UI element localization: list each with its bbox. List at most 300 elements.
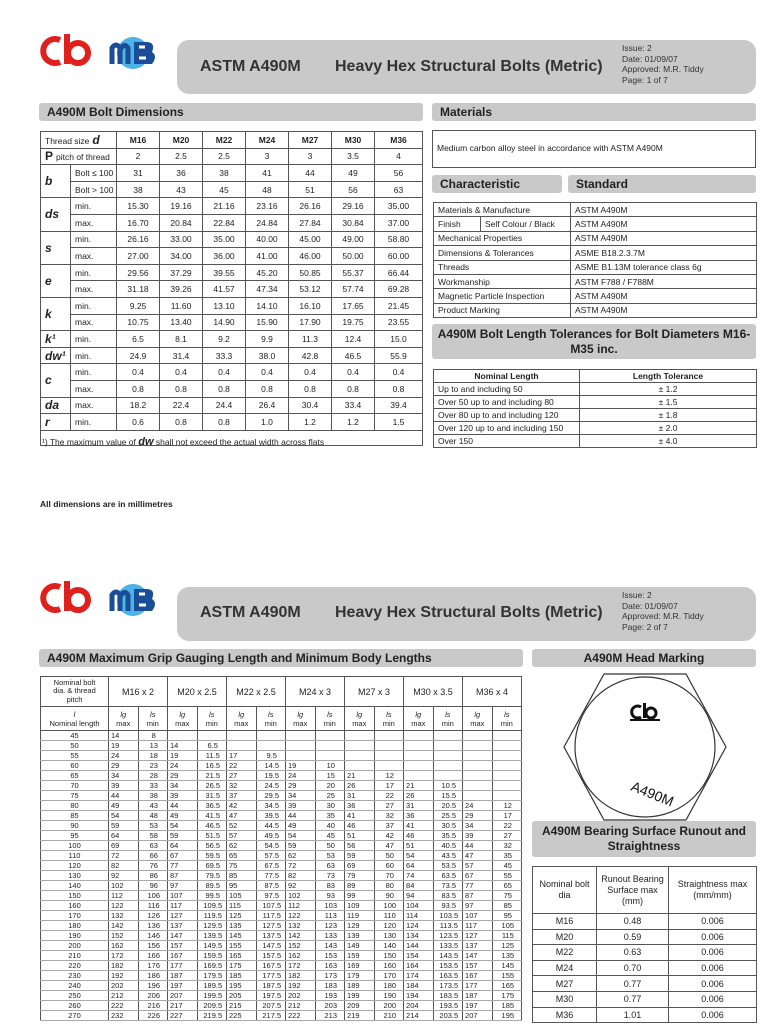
runout-value: M30	[533, 991, 597, 1007]
dim-value: 0.4	[160, 364, 203, 381]
runout-value: 0.006	[669, 945, 757, 961]
runout-row	[533, 976, 757, 992]
grip-value: 103.5	[433, 911, 463, 921]
grip-value: 157.5	[256, 951, 286, 961]
dim-sub-label: Bolt > 100	[71, 181, 117, 198]
grip-length: 80	[41, 801, 109, 811]
materials-heading: Materials	[432, 103, 756, 121]
grip-value: 62	[286, 851, 316, 861]
grip-value: 22	[492, 821, 522, 831]
grip-row	[41, 921, 522, 931]
grip-value: 51	[404, 841, 434, 851]
char-label: Materials & Manufacture	[434, 203, 571, 217]
grip-value: 19.5	[256, 771, 286, 781]
dim-sub-label: max.	[71, 248, 117, 265]
grip-value: 76	[138, 861, 168, 871]
pitch-label: pitch of thread	[56, 152, 110, 163]
dim-sub-label: min.	[71, 231, 117, 248]
char-row	[434, 203, 757, 217]
grip-value: 180	[374, 981, 404, 991]
runout-col-header: Straightness max (mm/mm)	[669, 867, 757, 914]
grip-value: 177	[463, 981, 493, 991]
grip-value: 53	[315, 851, 345, 861]
dim-value: 26.16	[117, 231, 160, 248]
grip-value: 57	[227, 831, 257, 841]
grip-value: 18	[138, 751, 168, 761]
dim-symbol: dw¹	[41, 347, 71, 364]
dim-value: 1.2	[289, 414, 332, 431]
runout-heading: A490M Bearing Surface Runout and Straightness	[532, 821, 756, 857]
grip-value: 107	[463, 911, 493, 921]
grip-value: 14	[168, 741, 198, 751]
grip-header-row	[41, 677, 522, 707]
dim-value: 23.16	[246, 198, 289, 215]
grip-col-header: M20 x 2.5	[168, 677, 227, 707]
grip-value: 33	[138, 781, 168, 791]
dim-value: 35.00	[203, 231, 246, 248]
grip-length: 70	[41, 781, 109, 791]
dim-symbol: ds	[41, 198, 71, 231]
dim-row-pitch	[41, 148, 423, 165]
grip-value: 95	[492, 911, 522, 921]
tol-length: Over 50 up to and including 80	[434, 396, 580, 409]
grip-value: 35	[315, 811, 345, 821]
tol-length: Over 120 up to and including 150	[434, 422, 580, 435]
grip-value	[256, 741, 286, 751]
page1-header	[177, 40, 756, 94]
grip-value: 62	[227, 841, 257, 851]
grip-value: 34	[109, 771, 139, 781]
grip-value: 45	[315, 831, 345, 841]
footnote-sym: dw	[138, 436, 154, 448]
meta-page: Page: 2 of 7	[622, 621, 668, 632]
grip-value: 222	[286, 1011, 316, 1021]
runout-col-header: Runout Bearing Surface max (mm)	[597, 867, 669, 914]
grip-value: 134	[404, 931, 434, 941]
grip-value: 27	[374, 801, 404, 811]
grip-sub-limit: min	[264, 718, 277, 728]
grip-value: 54	[168, 821, 198, 831]
mb-logo-page2	[106, 583, 160, 617]
grip-value	[463, 741, 493, 751]
grip-row	[41, 911, 522, 921]
grip-value: 70	[374, 871, 404, 881]
dim-value: 27.84	[289, 214, 332, 231]
grip-row	[41, 941, 522, 951]
grip-value: 54.5	[256, 841, 286, 851]
grip-value: 139.5	[197, 931, 227, 941]
grip-row	[41, 931, 522, 941]
meta-issue: Issue: 2	[622, 590, 652, 600]
thread-symbol: d	[92, 132, 100, 147]
grip-value: 162	[109, 941, 139, 951]
grip-value: 20.5	[433, 801, 463, 811]
dim-row	[41, 347, 423, 364]
char-standard: ASTM F788 / F788M	[571, 274, 757, 288]
grip-value: 159	[345, 951, 375, 961]
grip-row	[41, 751, 522, 761]
grip-value: 202	[286, 991, 316, 1001]
tol-row	[434, 422, 757, 435]
grip-value: 59	[109, 821, 139, 831]
grip-row	[41, 781, 522, 791]
grip-subheader	[404, 707, 434, 731]
grip-value: 110	[374, 911, 404, 921]
meta-page: Page: 1 of 7	[622, 74, 668, 85]
grip-value: 172	[286, 961, 316, 971]
grip-value: 36.5	[197, 801, 227, 811]
grip-value: 30	[315, 801, 345, 811]
dim-row	[41, 248, 423, 265]
grip-value: 176	[138, 961, 168, 971]
grip-value: 209.5	[197, 1001, 227, 1011]
grip-value: 57	[463, 861, 493, 871]
grip-sub-limit: min	[205, 718, 218, 728]
grip-corner-line: Nominal bolt	[53, 677, 96, 687]
dim-value: 22.84	[203, 214, 246, 231]
grip-value: 72	[109, 851, 139, 861]
grip-value: 114	[404, 911, 434, 921]
grip-subheader	[138, 707, 168, 731]
grip-value: 94	[404, 891, 434, 901]
all-dims-note: All dimensions are in millimetres	[40, 499, 173, 509]
char-row	[434, 289, 757, 303]
dim-value: 38	[203, 165, 246, 182]
dim-value: 48	[246, 181, 289, 198]
char-label: Threads	[434, 260, 571, 274]
grip-length: 100	[41, 841, 109, 851]
grip-value: 135	[492, 951, 522, 961]
grip-value	[404, 741, 434, 751]
dim-value: 41.00	[246, 248, 289, 265]
grip-value: 97.5	[256, 891, 286, 901]
grip-length: 110	[41, 851, 109, 861]
grip-value: 130	[374, 931, 404, 941]
grip-sub-limit: min	[500, 718, 513, 728]
dim-value: 44	[289, 165, 332, 182]
grip-row	[41, 1001, 522, 1011]
grip-value: 103	[315, 901, 345, 911]
grip-value: 217.5	[256, 1011, 286, 1021]
grip-value: 25.5	[433, 811, 463, 821]
grip-value: 69	[345, 861, 375, 871]
dim-value: 57.74	[332, 281, 375, 298]
grip-value: 193	[315, 991, 345, 1001]
runout-value: M20	[533, 929, 597, 945]
grip-value: 197	[463, 1001, 493, 1011]
grip-value: 43	[138, 801, 168, 811]
grip-value: 16.5	[197, 761, 227, 771]
tol-value: ± 1.5	[580, 396, 757, 409]
dim-value: 51	[289, 181, 332, 198]
grip-value: 165	[492, 981, 522, 991]
grip-value: 36	[404, 811, 434, 821]
grip-value: 175	[227, 961, 257, 971]
grip-value: 92	[109, 871, 139, 881]
cb-logo-page2	[38, 581, 96, 615]
pitch-value: 2.5	[203, 148, 246, 165]
grip-value: 173	[315, 971, 345, 981]
grip-value: 17	[374, 781, 404, 791]
grip-value: 200	[374, 1001, 404, 1011]
grip-value	[168, 731, 198, 741]
grip-value: 172	[109, 951, 139, 961]
grip-length: 75	[41, 791, 109, 801]
dim-row	[41, 331, 423, 348]
dim-value: 22.4	[160, 397, 203, 414]
grip-value: 123.5	[433, 931, 463, 941]
dim-row	[41, 297, 423, 314]
runout-value: 0.006	[669, 1007, 757, 1023]
grip-value: 169.5	[197, 961, 227, 971]
characteristics-table	[433, 202, 757, 318]
grip-value: 55	[492, 871, 522, 881]
char-sublabel: Self Colour / Black	[481, 217, 571, 231]
grip-value: 122	[109, 901, 139, 911]
grip-value: 155	[492, 971, 522, 981]
grip-value: 84	[404, 881, 434, 891]
runout-value: M22	[533, 945, 597, 961]
grip-row	[41, 761, 522, 771]
dim-value: 11.60	[160, 297, 203, 314]
dim-row-thread	[41, 132, 423, 149]
grip-value: 59.5	[197, 851, 227, 861]
grip-value	[463, 761, 493, 771]
grip-value	[463, 791, 493, 801]
grip-sub-symbol: lg	[120, 709, 127, 719]
tol-value: ± 4.0	[580, 435, 757, 448]
dim-value: 11.3	[289, 331, 332, 348]
grip-subheader-row	[41, 707, 522, 731]
grip-value: 12	[374, 771, 404, 781]
grip-sub-symbol: ls	[209, 709, 215, 719]
runout-value: 0.70	[597, 960, 669, 976]
dim-value: 29.16	[332, 198, 375, 215]
grip-value	[463, 751, 493, 761]
grip-value: 27	[227, 771, 257, 781]
grip-value: 66	[138, 851, 168, 861]
grip-length: 55	[41, 751, 109, 761]
dim-sub-label: max.	[71, 281, 117, 298]
grip-value: 125	[492, 941, 522, 951]
dim-value: 55.37	[332, 264, 375, 281]
dim-symbol: b	[41, 165, 71, 198]
grip-value: 212	[109, 991, 139, 1001]
grip-value: 143.5	[433, 951, 463, 961]
grip-value: 167	[168, 951, 198, 961]
grip-value: 21	[345, 771, 375, 781]
grip-value: 26	[404, 791, 434, 801]
grip-sub-symbol: ls	[445, 709, 451, 719]
tol-row	[434, 383, 757, 396]
grip-value: 157	[168, 941, 198, 951]
grip-value: 21	[404, 781, 434, 791]
header-code: ASTM A490M	[200, 58, 301, 75]
grip-value: 152	[286, 941, 316, 951]
grip-value: 162	[286, 951, 316, 961]
grip-value: 24	[109, 751, 139, 761]
header-meta-page2	[622, 590, 704, 632]
grip-value: 189	[345, 981, 375, 991]
grip-value	[492, 771, 522, 781]
grip-value: 67	[168, 851, 198, 861]
dim-symbol: k	[41, 297, 71, 330]
dim-col-header: M24	[246, 132, 289, 149]
grip-value: 22	[227, 761, 257, 771]
grip-value: 42	[227, 801, 257, 811]
grip-value: 85	[492, 901, 522, 911]
dim-sub-label: min.	[71, 331, 117, 348]
dim-col-header: M22	[203, 132, 246, 149]
dim-value: 55.9	[375, 347, 423, 364]
dim-value: 0.6	[117, 414, 160, 431]
dim-value: 31	[117, 165, 160, 182]
dim-value: 0.8	[203, 414, 246, 431]
dim-value: 46.5	[332, 347, 375, 364]
dim-row	[41, 231, 423, 248]
grip-value: 183.5	[433, 991, 463, 1001]
grip-row	[41, 951, 522, 961]
dim-value: 46.00	[289, 248, 332, 265]
runout-value: 0.48	[597, 914, 669, 930]
grip-value: 64	[109, 831, 139, 841]
grip-value: 159.5	[197, 951, 227, 961]
meta-issue: Issue: 2	[622, 43, 652, 53]
grip-value: 92	[286, 881, 316, 891]
pitch-value: 3	[246, 148, 289, 165]
dim-value: 33.00	[160, 231, 203, 248]
dim-value: 17.90	[289, 314, 332, 331]
dim-value: 33.3	[203, 347, 246, 364]
grip-row	[41, 961, 522, 971]
grip-value: 79.5	[197, 871, 227, 881]
cb-mark	[630, 703, 660, 721]
grip-value: 212	[286, 1001, 316, 1011]
grip-value: 107	[168, 891, 198, 901]
grip-value: 24	[463, 801, 493, 811]
dim-value: 45	[203, 181, 246, 198]
grip-value: 203	[315, 1001, 345, 1011]
grip-value: 93	[315, 891, 345, 901]
grip-value: 79	[345, 871, 375, 881]
dim-value: 30.4	[289, 397, 332, 414]
grip-sub-symbol: lg	[179, 709, 186, 719]
grip-value: 63	[315, 861, 345, 871]
grip-sub-limit: max	[352, 718, 367, 728]
grip-value: 174	[404, 971, 434, 981]
dim-symbol: da	[41, 397, 71, 414]
grip-value: 193.5	[433, 1001, 463, 1011]
runout-value: 0.006	[669, 976, 757, 992]
dim-symbol: e	[41, 264, 71, 297]
grip-value: 153	[315, 951, 345, 961]
grip-value: 89.5	[197, 881, 227, 891]
dim-value: 69.28	[375, 281, 423, 298]
dim-sub-label: min.	[71, 347, 117, 364]
grip-value: 39	[168, 791, 198, 801]
grip-value: 202	[109, 981, 139, 991]
grip-sub-limit: max	[470, 718, 485, 728]
grip-sub-limit: min	[146, 718, 159, 728]
grip-value: 152	[109, 931, 139, 941]
grip-value: 215	[227, 1001, 257, 1011]
grip-row	[41, 801, 522, 811]
grip-subheader	[286, 707, 316, 731]
footnote-text-a: ¹) The maximum value of	[42, 437, 136, 447]
grip-value: 226	[138, 1011, 168, 1021]
grip-value: 34	[463, 821, 493, 831]
grip-value: 36	[345, 801, 375, 811]
header-meta	[622, 43, 704, 85]
thread-label: Thread size	[45, 135, 90, 146]
grip-value: 175	[492, 991, 522, 1001]
grip-length: 140	[41, 881, 109, 891]
grip-value: 41	[404, 821, 434, 831]
dim-value: 1.0	[246, 414, 289, 431]
grip-value: 129	[345, 921, 375, 931]
dim-row	[41, 380, 423, 397]
grip-value: 232	[109, 1011, 139, 1021]
grip-value: 41.5	[197, 811, 227, 821]
grip-value: 205	[227, 991, 257, 1001]
grip-value: 19	[109, 741, 139, 751]
grip-length: 95	[41, 831, 109, 841]
dim-value: 20.84	[160, 214, 203, 231]
dim-value: 36.00	[203, 248, 246, 265]
grip-value	[433, 761, 463, 771]
grip-value: 207.5	[256, 1001, 286, 1011]
grip-value: 58	[138, 831, 168, 841]
grip-value: 77.5	[256, 871, 286, 881]
dim-value: 41.57	[203, 281, 246, 298]
grip-value: 147	[463, 951, 493, 961]
grip-value: 185	[227, 971, 257, 981]
char-row	[434, 231, 757, 245]
grip-value: 24	[168, 761, 198, 771]
grip-value: 65	[492, 881, 522, 891]
grip-value: 99	[345, 891, 375, 901]
grip-value: 44	[109, 791, 139, 801]
dim-row	[41, 281, 423, 298]
grip-value: 46.5	[197, 821, 227, 831]
grip-value: 89	[345, 881, 375, 891]
grip-value: 63.5	[433, 871, 463, 881]
dim-col-header: M27	[289, 132, 332, 149]
dim-value: 39.4	[375, 397, 423, 414]
grip-value: 195	[492, 1011, 522, 1021]
grip-value: 51.5	[197, 831, 227, 841]
char-standard: ASME B1.13M tolerance class 6g	[571, 260, 757, 274]
grip-value: 25	[315, 791, 345, 801]
grip-value: 185	[492, 1001, 522, 1011]
dim-row	[41, 414, 423, 431]
dim-sub-label: min.	[71, 264, 117, 281]
dim-value: 15.0	[375, 331, 423, 348]
pitch-symbol: P	[45, 149, 54, 164]
grip-value	[374, 741, 404, 751]
grip-table	[40, 676, 522, 1021]
grip-length: 50	[41, 741, 109, 751]
grip-value: 184	[404, 981, 434, 991]
runout-value: M24	[533, 960, 597, 976]
tol-row	[434, 435, 757, 448]
grip-value: 14	[109, 731, 139, 741]
grip-value: 150	[374, 951, 404, 961]
grip-value: 34.5	[256, 801, 286, 811]
grip-value: 132	[286, 921, 316, 931]
dim-value: 45.20	[246, 264, 289, 281]
grip-value: 21.5	[197, 771, 227, 781]
